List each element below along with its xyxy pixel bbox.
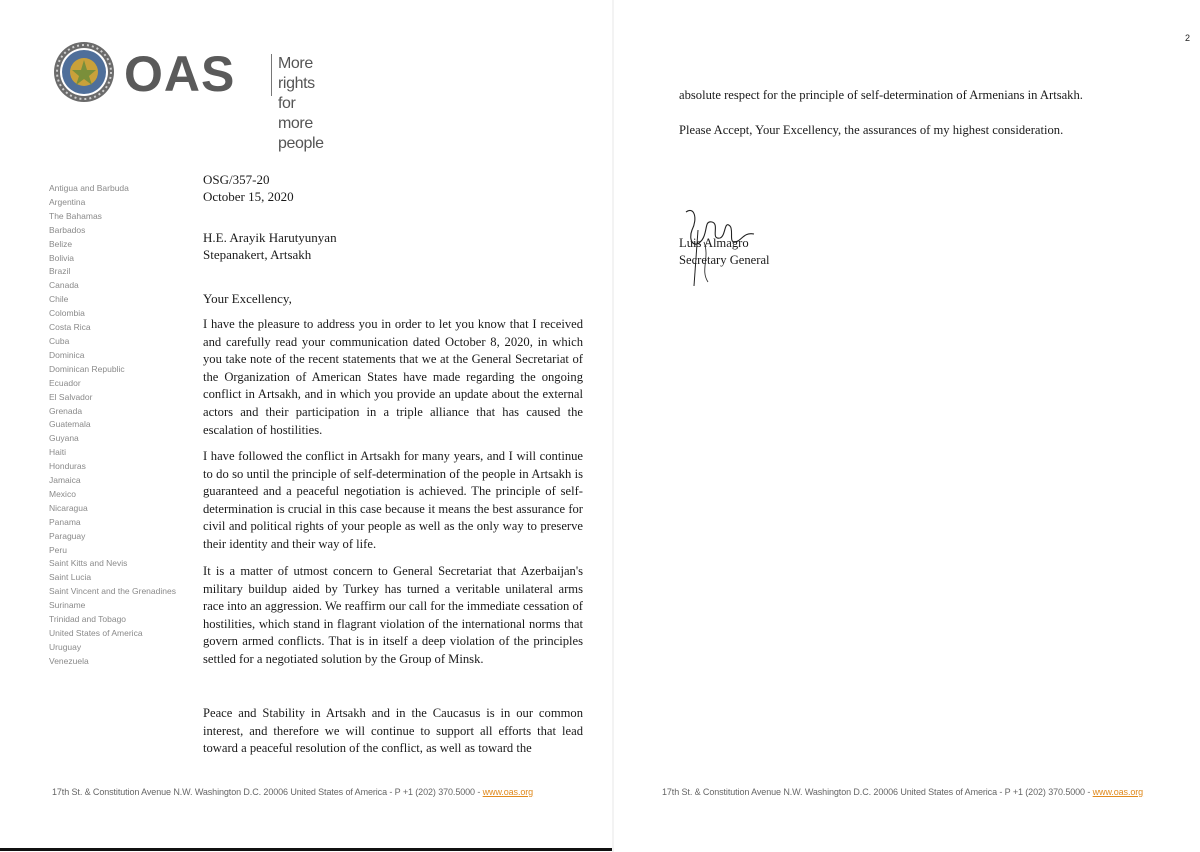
member-state-item: Trinidad and Tobago — [49, 614, 127, 625]
footer-link[interactable]: www.oas.org — [482, 787, 534, 797]
member-state-item: Suriname — [49, 600, 86, 611]
footer-address: 17th St. & Constitution Avenue N.W. Washington D.C. 20006 United States of America - P +1 (202) 370.5000 - — [662, 787, 1093, 797]
signer-title: Secretary General — [679, 253, 770, 267]
reference-number: OSG/357-20 — [203, 172, 270, 187]
continued-text: absolute respect for the principle of self-determination of Armenians in Artsakh. — [679, 88, 1083, 102]
signer-block — [679, 235, 770, 269]
logo-tagline — [278, 54, 324, 154]
addressee-name: H.E. Arayik Harutyunyan — [203, 230, 337, 245]
member-state-item: Panama — [49, 516, 81, 527]
letter-page-2 — [614, 0, 1200, 852]
letter-header — [203, 171, 294, 205]
member-state-item: Barbados — [49, 224, 86, 235]
member-states-list — [49, 182, 176, 669]
page-number: 2 — [1184, 33, 1190, 43]
closing-line: Please Accept, Your Excellency, the assurances of my highest consideration. — [679, 123, 1064, 137]
logo-wordmark: OAS — [124, 46, 236, 102]
footer-address: 17th St. & Constitution Avenue N.W. Washington D.C. 20006 United States of America - P +1 (202) 370.5000 - — [52, 787, 483, 797]
salutation: Your Excellency, — [203, 291, 292, 306]
member-state-item: Dominica — [49, 349, 85, 360]
body-paragraph: I have the pleasure to address you in order to let you know that I received and carefully read your communication dated October 8, 2020, in which you take note of the recent statements that we at the General Secretariat of the Organization of American States have made regarding the ongoing conflict in Artsakh, and in which you provide an update about the external actors and their participation in a triple alliance that has caused the escalation of hostilities. — [203, 317, 583, 437]
footer-link[interactable]: www.oas.org — [1092, 787, 1144, 797]
logo-divider — [271, 54, 272, 96]
member-state-item: Paraguay — [49, 530, 86, 541]
signer-name: Luis Almagro — [679, 236, 749, 250]
body-paragraph: Peace and Stability in Artsakh and in the Caucasus is in our common interest, and therefore we will continue to support all efforts that lead toward a peaceful resolution of the conflict, as well as toward the — [203, 706, 583, 756]
body-paragraph: It is a matter of utmost concern to General Secretariat that Azerbaijan's military buildup aided by Turkey has turned a veritable unilateral arms race into an aggression. We reaffirm our call for the immediate cessation of hostilities, which stand in flagrant violation of the international norms that govern armed conflicts. That is in itself a deep violation of the principles settled for a negotiated solution by the Group of Minsk. — [203, 564, 583, 666]
member-state-item: Venezuela — [49, 655, 89, 666]
member-state-item: Argentina — [49, 196, 86, 207]
member-state-item: The Bahamas — [49, 210, 102, 221]
member-state-item: Belize — [49, 238, 73, 249]
member-state-item: Colombia — [49, 308, 85, 319]
member-state-item: Bolivia — [49, 252, 75, 263]
member-state-item: United States of America — [49, 628, 143, 638]
footer — [662, 787, 1143, 797]
letter-date: October 15, 2020 — [203, 189, 294, 204]
member-state-item: Grenada — [49, 405, 83, 416]
member-state-item: Jamaica — [49, 475, 81, 486]
addressee-location: Stepanakert, Artsakh — [203, 247, 312, 262]
addressee-block — [203, 229, 337, 263]
member-state-item: Saint Lucia — [49, 572, 92, 583]
member-state-item: Ecuador — [49, 377, 81, 388]
member-state-item: Guatemala — [49, 419, 91, 430]
member-state-item: Cuba — [49, 335, 70, 346]
member-state-item: Haiti — [49, 447, 67, 458]
member-state-item: Chile — [49, 294, 69, 305]
member-state-item: Dominican Republic — [49, 363, 125, 374]
member-state-item: Antigua and Barbuda — [49, 183, 129, 193]
page-bottom-rule — [0, 848, 614, 851]
member-state-item: El Salvador — [49, 391, 93, 402]
member-state-item: Costa Rica — [49, 322, 91, 333]
member-state-item: Saint Kitts and Nevis — [49, 558, 128, 569]
member-state-item: Canada — [49, 280, 79, 291]
member-state-item: Mexico — [49, 488, 76, 499]
member-state-item: Uruguay — [49, 641, 82, 652]
member-state-item: Nicaragua — [49, 502, 88, 513]
member-state-item: Honduras — [49, 461, 86, 472]
oas-seal-icon — [52, 40, 116, 104]
member-state-item: Guyana — [49, 433, 79, 444]
member-state-item: Saint Vincent and the Grenadines — [49, 586, 176, 597]
tagline-line-1: More rights — [278, 55, 315, 92]
member-state-item: Brazil — [49, 266, 71, 277]
tagline-line-2: for more people — [278, 95, 324, 152]
body-paragraph: I have followed the conflict in Artsakh for many years, and I will continue to do so until the principle of self-determination of the people in Artsakh is guaranteed and a peaceful negotiation is achieved. The principle of self-determination is crucial in this case because it means the best assurance for civil and political rights of your people as well as the only way to preserve their identity and their way of life. — [203, 449, 583, 551]
member-state-item: Peru — [49, 544, 67, 555]
footer — [52, 787, 533, 797]
